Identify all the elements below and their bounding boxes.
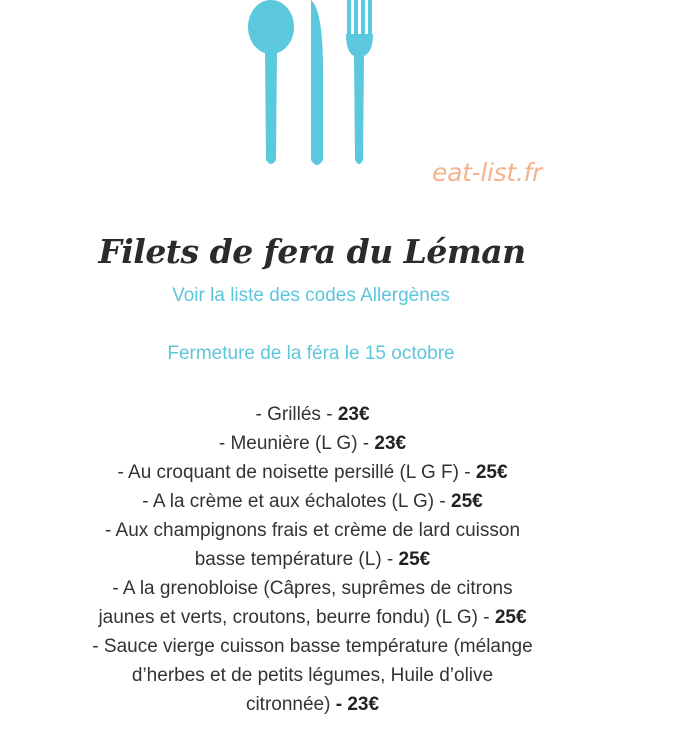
allergen-codes-link[interactable]: Voir la liste des codes Allergènes (172, 285, 450, 306)
menu-line (40, 690, 585, 719)
menu-line-price: - 23€ (335, 694, 380, 715)
spoon-icon (248, 0, 294, 164)
menu-line (40, 516, 585, 545)
menu-line-text: - A la grenobloise (Câpres, suprêmes de citrons (112, 578, 513, 599)
cutlery-icon (243, 0, 383, 172)
menu-line (40, 632, 585, 661)
menu-line-text: - Meunière (L G) - (218, 433, 375, 454)
menu-line-text: - Grillés - (255, 404, 338, 425)
menu-line-price: 25€ (398, 549, 431, 570)
menu-line-text: citronnée) (245, 694, 336, 715)
closing-date-note: Fermeture de la féra le 15 octobre (167, 343, 455, 364)
menu-line-price: 25€ (475, 462, 508, 483)
menu-line (40, 429, 585, 458)
menu-line (40, 603, 585, 632)
menu-line-text: - A la crème et aux échalotes (L G) - (142, 491, 451, 512)
menu-line-price: 23€ (374, 433, 407, 454)
menu-line-price: 25€ (451, 491, 483, 512)
menu-line-price: 25€ (494, 607, 527, 628)
menu-line (40, 400, 585, 429)
page-title: Filets de fera du Léman (98, 232, 526, 271)
menu-line-text: d’herbes et de petits légumes, Huile d’olive (131, 665, 494, 686)
menu-line-price: 23€ (337, 404, 370, 425)
menu-line (40, 545, 585, 574)
menu-line (40, 458, 585, 487)
menu-line (40, 661, 585, 690)
menu-line-text: - Aux champignons frais et crème de lard cuisson (104, 520, 521, 541)
menu-line-text: - Sauce vierge cuisson basse température (mélange (92, 636, 533, 657)
menu-line-text: basse température (L) - (194, 549, 399, 570)
menu-line (40, 574, 585, 603)
menu-line-text: - Au croquant de noisette persillé (L G F) - (117, 462, 476, 483)
menu-list (40, 400, 585, 719)
fork-icon (346, 0, 373, 164)
site-name: eat-list.fr (432, 158, 542, 187)
menu-line-text: jaunes et verts, croutons, beurre fondu) (L G) - (98, 607, 495, 628)
knife-icon (311, 0, 323, 165)
menu-line (40, 487, 585, 516)
